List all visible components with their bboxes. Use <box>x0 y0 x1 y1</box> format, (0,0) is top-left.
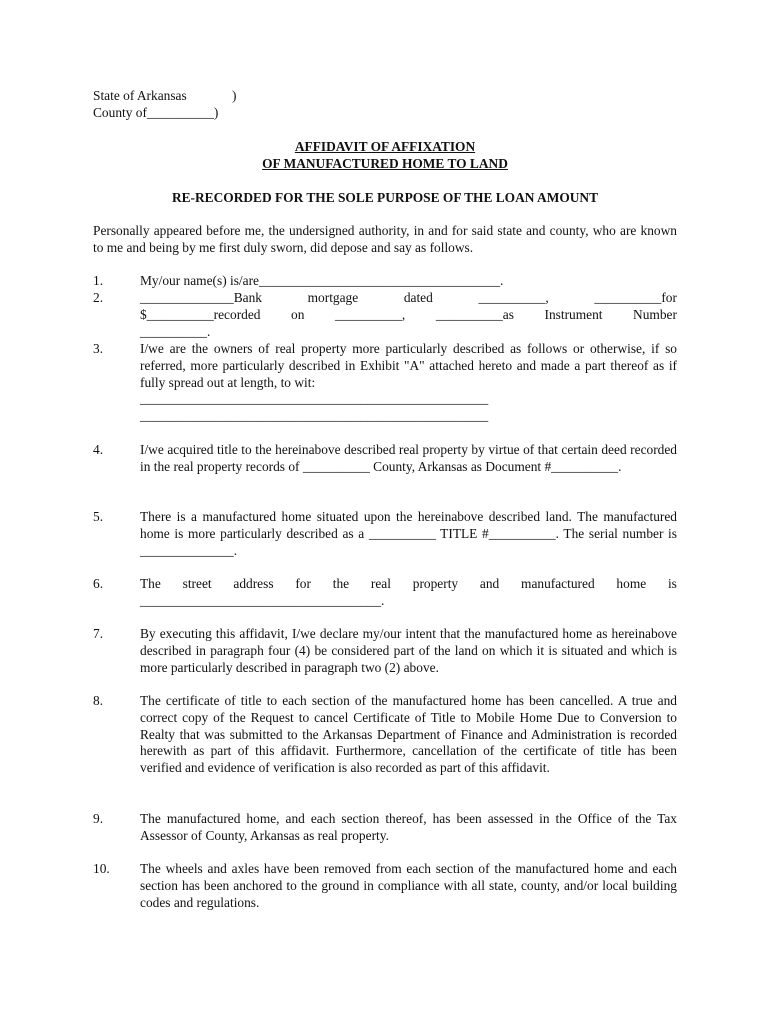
item-7 <box>93 626 677 676</box>
item-body <box>140 576 677 610</box>
item-8 <box>93 693 677 777</box>
word: The <box>140 576 161 591</box>
item-number: 9. <box>93 811 104 826</box>
item-6 <box>93 576 677 610</box>
state-line <box>93 88 293 105</box>
county-line <box>93 105 293 122</box>
item-number: 5. <box>93 509 104 524</box>
item-number: 6. <box>93 576 104 591</box>
word: street <box>182 576 212 591</box>
item-4 <box>93 442 677 476</box>
item-text: The wheels and axles have been removed from each section of the manufactured home and each section has been anchored to the ground in compliance with all state, county, and/or local building codes and regulations. <box>140 861 677 910</box>
item-6-row-2: ____________________________________. <box>140 592 385 608</box>
word: manufactured <box>521 576 595 591</box>
word: on <box>291 306 305 322</box>
item-text: I/we acquired title to the hereinabove described real property by virtue of that certain deed recorded in the real property records of __________ County, Arkansas as Document #__________. <box>140 442 677 474</box>
item-2-row-3: __________. <box>140 323 211 339</box>
word: __________for <box>594 290 677 305</box>
item-2 <box>93 290 677 340</box>
item-number: 1. <box>93 273 104 288</box>
item-3 <box>93 341 677 425</box>
item-text: My/our name(s) is/are____________________________________. <box>140 273 504 288</box>
word: home <box>616 576 647 591</box>
item-text: There is a manufactured home situated upon the hereinabove described land. The manufactured home is more particularly described as a __________ TITLE #__________. The serial number is ______________. <box>140 509 677 558</box>
word: __________, <box>334 306 406 322</box>
document-title-line-2: OF MANUFACTURED HOME TO LAND <box>262 156 508 171</box>
item-number: 2. <box>93 290 104 305</box>
item-text: I/we are the owners of real property more particularly described as follows or otherwise, if so referred, more particularly described in Exhibit "A" attached hereto and made a part thereof as if fully spread out at length, to wit: <box>140 341 677 390</box>
item-text: The certificate of title to each section of the manufactured home has been cancelled. A true and correct copy of the Request to cancel Certificate of Title to Mobile Home Due to Conversion to Realty that was submitted to the Arkansas Department of Finance and Administration is recorded herewith as part of this affidavit. Furthermore, cancellation of the certificate of title has been verified and evidence of verification is also recorded as part of this affidavit. <box>140 693 677 776</box>
item-6-row-1 <box>140 576 677 593</box>
intro-paragraph: Personally appeared before me, the undersigned authority, in and for said state and county, who are known to me and being by me first duly sworn, did depose and say as follows. <box>93 223 677 255</box>
venue-block <box>93 88 293 122</box>
item-text: The manufactured home, and each section thereof, has been assessed in the Office of the Tax Assessor of County, Arkansas as real property. <box>140 811 677 843</box>
word: Number <box>633 306 677 322</box>
word: for <box>295 576 311 591</box>
word: the <box>332 576 350 591</box>
item-text: By executing this affidavit, I/we declare my/our intent that the manufactured home as hereinabove described in paragraph four (4) be considered part of the land on which it is situated and which is more particularly described in paragraph two (2) above. <box>140 626 677 675</box>
item-number: 4. <box>93 442 104 457</box>
item-9 <box>93 811 677 845</box>
word: address <box>233 576 274 591</box>
word: __________, <box>478 290 549 305</box>
state-paren: ) <box>232 88 237 103</box>
word: and <box>479 576 500 591</box>
item-5 <box>93 509 677 559</box>
word: ______________Bank <box>140 290 262 305</box>
state-label: State of Arkansas <box>93 88 187 103</box>
item-2-row-2 <box>140 307 677 324</box>
item-2-row-1 <box>140 290 677 307</box>
word: __________as <box>435 306 514 322</box>
document-title-line-1: AFFIDAVIT OF AFFIXATION <box>294 139 476 154</box>
item-number: 8. <box>93 693 104 708</box>
blank-line-1: ____________________________________________________ <box>140 391 489 407</box>
word: property <box>412 576 459 591</box>
word: mortgage <box>307 290 359 305</box>
item-number: 3. <box>93 341 104 356</box>
blank-line-2: ____________________________________________________ <box>140 408 489 424</box>
word: $__________recorded <box>140 306 261 322</box>
item-body <box>140 290 677 340</box>
item-number: 10. <box>93 861 110 876</box>
word: real <box>370 576 391 591</box>
item-number: 7. <box>93 626 104 641</box>
word: Instrument <box>544 306 603 322</box>
word: dated <box>403 290 433 305</box>
item-1 <box>93 273 677 290</box>
item-body <box>140 341 677 425</box>
item-10 <box>93 861 677 911</box>
word: is <box>667 576 677 591</box>
document-subtitle: RE-RECORDED FOR THE SOLE PURPOSE OF THE LOAN AMOUNT <box>171 190 599 205</box>
county-label: County of__________) <box>93 105 219 120</box>
